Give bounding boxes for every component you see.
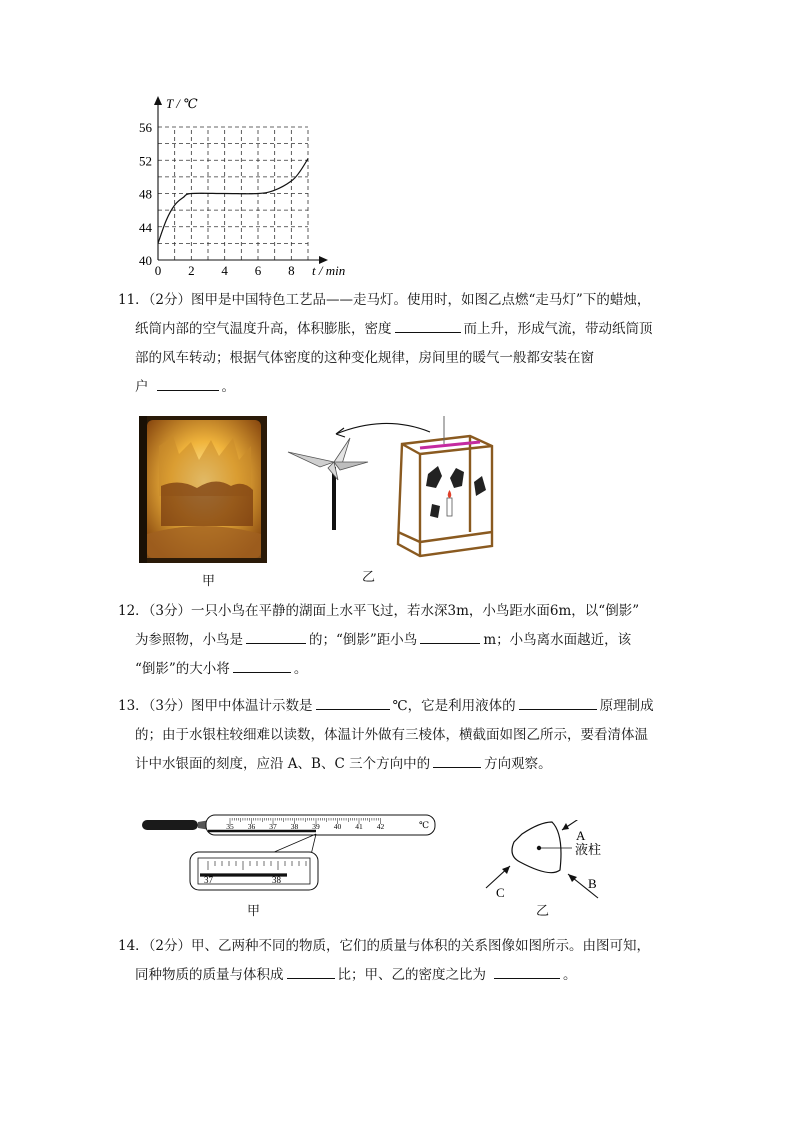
question-13: [118, 692, 678, 779]
q11-line-2: [118, 315, 678, 344]
temperature-time-chart: [128, 92, 368, 284]
q11-line-3: 部的风车转动；根据气体密度的这种变化规律，房间里的暖气一般都安装在窗: [135, 350, 594, 366]
thermometer-label-36: 36: [247, 822, 256, 831]
q11-answer-blank-1[interactable]: [395, 318, 461, 333]
thermometer-label-41: 41: [355, 822, 363, 831]
lantern-diagram: [280, 412, 502, 558]
chart-ylabel: T / ℃: [166, 96, 198, 111]
zoom-label-38: 38: [272, 875, 281, 885]
thermometer-label-37: 37: [269, 822, 277, 831]
q12-answer-blank-2[interactable]: [420, 629, 480, 644]
question-12: [118, 597, 678, 684]
y-tick-label-40: 40: [139, 253, 152, 268]
chart-xlabel: t / min: [312, 263, 346, 278]
prism-outline: [512, 822, 561, 873]
q11-text-4a: 户: [135, 379, 149, 395]
thermometer-label-42: 42: [376, 822, 385, 831]
airflow-arrow: [336, 423, 430, 434]
thermometer-unit: ℃: [419, 820, 430, 830]
q13-answer-blank-1[interactable]: [316, 695, 390, 710]
q11-text-2b: 而上升，形成气流，带动纸筒顶: [463, 321, 653, 337]
q13-line-2: 的；由于水银柱较细难以读数，体温计外做有三棱体，横截面如图乙所示，要看清体温: [135, 727, 648, 743]
q13-answer-blank-3[interactable]: [433, 753, 481, 768]
x-tick-label-0: 0: [154, 263, 162, 278]
y-tick-label-56: 56: [139, 120, 152, 135]
label-direction-C: C: [496, 885, 505, 900]
q11-line-1: 11．（2分）图甲是中国特色工艺品——走马灯。使用时，如图乙点燃“走马灯”下的蜡烛，: [118, 292, 651, 308]
q14-text-2b: 比；甲、乙的密度之比为: [337, 967, 486, 983]
q13-caption-yi: 乙: [536, 904, 550, 919]
q13-text-1a: 13．（3分）图甲中体温计示数是: [118, 698, 313, 714]
q11-answer-blank-2[interactable]: [157, 376, 219, 391]
thermometer-label-35: 35: [226, 822, 234, 831]
y-tick-label-52: 52: [139, 153, 152, 169]
thermometer-label-38: 38: [290, 822, 299, 831]
liquid-column-dot: [537, 846, 541, 850]
q12-text-3a: “倒影”的大小将: [135, 661, 230, 677]
x-tick-label-6: 6: [254, 263, 262, 278]
q14-text-2a: 同种物质的质量与体积成: [135, 967, 284, 983]
q14-answer-blank-2[interactable]: [494, 964, 560, 979]
q14-answer-blank-1[interactable]: [287, 964, 335, 979]
q13-text-3a: 计中水银面的刻度，应沿 A、B、C 三个方向中的: [135, 756, 431, 772]
q12-text-2b: 的；“倒影”距小鸟: [309, 632, 418, 648]
candle: [447, 498, 452, 516]
q13-line-1: [118, 692, 678, 721]
q12-text-3b: 。: [293, 661, 308, 677]
q12-line-1: 12．（3分）一只小鸟在平静的湖面上水平飞过，若水深3m，小鸟距水面6m，以“倒影”: [118, 603, 640, 619]
x-tick-label-4: 4: [221, 263, 228, 278]
q13-line-3: [118, 750, 678, 779]
lantern-photo: [139, 416, 267, 563]
chart-series-line: [158, 159, 308, 244]
q13-answer-blank-2[interactable]: [519, 695, 597, 710]
label-direction-B: B: [588, 876, 597, 891]
y-tick-label-44: 44: [139, 219, 152, 235]
thermometer-diagram: [138, 812, 438, 902]
x-tick-label-2: 2: [188, 263, 195, 278]
lantern-frame: [398, 436, 492, 556]
q12-text-2a: 为参照物，小鸟是: [135, 632, 243, 648]
q13-caption-jia: 甲: [247, 904, 261, 919]
label-direction-A: A: [576, 828, 586, 843]
q12-line-2: [118, 626, 678, 655]
q12-answer-blank-1[interactable]: [246, 629, 306, 644]
q11-text-2a: 纸筒内部的空气温度升高，体积膨胀，密度: [135, 321, 392, 337]
q13-text-3b: 方向观察。: [484, 756, 552, 772]
prism-cross-section: [480, 820, 610, 906]
q11-caption-jia: 甲: [202, 574, 216, 589]
q12-line-3: [118, 655, 678, 684]
x-tick-label-8: 8: [288, 263, 295, 278]
q13-text-1c: 原理制成: [599, 698, 654, 714]
y-axis-arrow: [154, 96, 162, 105]
q14-line-2: [118, 961, 678, 990]
q12-text-2c: m；小鸟离水面越近，该: [483, 632, 632, 648]
pinwheel: [288, 438, 368, 530]
q11-line-4: [118, 373, 678, 402]
question-14: [118, 932, 678, 990]
question-11: [118, 286, 678, 402]
q12-answer-blank-3[interactable]: [233, 658, 291, 673]
lantern-figures: [426, 466, 486, 518]
q14-line-1: 14．（2分）甲、乙两种不同的物质，它们的质量与体积的关系图像如图所示。由图可知，: [118, 938, 651, 954]
label-liquid-column: 液柱: [575, 842, 602, 857]
zoom-label-37: 37: [204, 875, 213, 885]
q14-text-2c: 。: [563, 967, 577, 983]
q11-caption-yi: 乙: [362, 570, 376, 585]
q13-text-1b: ℃，它是利用液体的: [392, 698, 516, 714]
thermometer-label-40: 40: [333, 822, 342, 831]
y-tick-label-48: 48: [139, 186, 152, 202]
q11-text-4b: 。: [221, 379, 235, 395]
thermometer-label-39: 39: [312, 822, 320, 831]
